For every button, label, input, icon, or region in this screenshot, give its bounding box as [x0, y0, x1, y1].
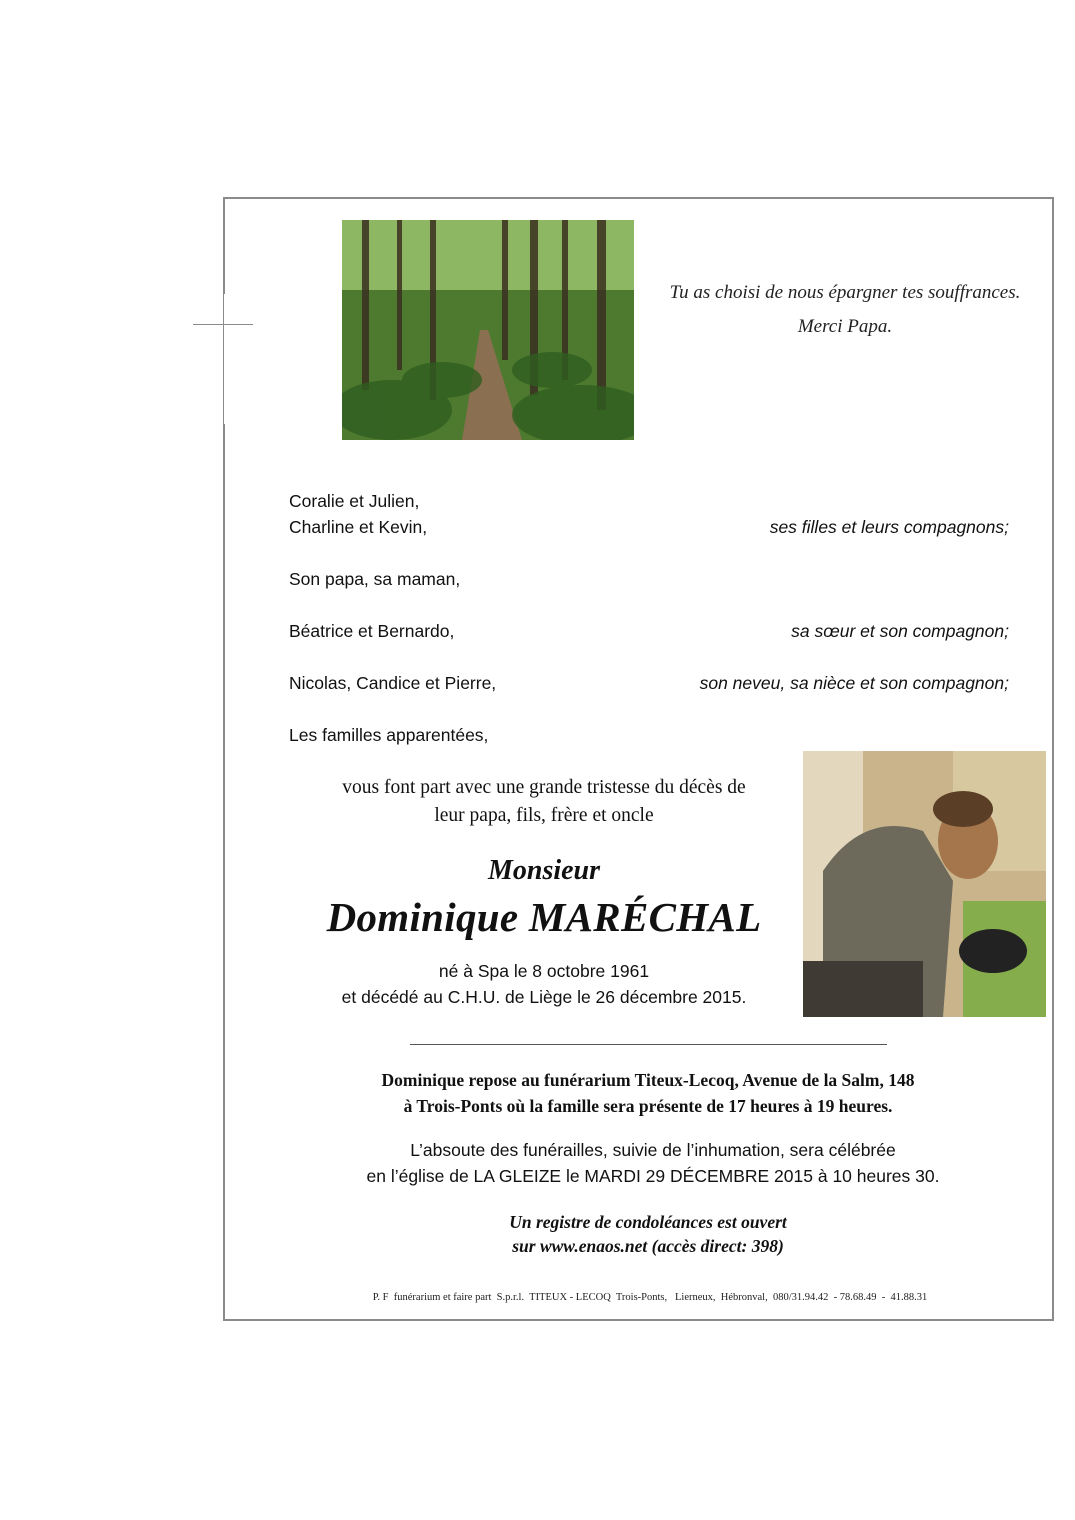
- family-relation: son neveu, sa nièce et son compagnon;: [699, 673, 1009, 693]
- funeral-line-1: L’absoute des funérailles, suivie de l’inhumation, sera célébrée: [410, 1140, 896, 1160]
- registry-line-2: sur www.enaos.net (accès direct: 398): [512, 1236, 784, 1256]
- birth-line: né à Spa le 8 octobre 1961: [438, 961, 650, 981]
- quote-line-1: Tu as choisi de nous épargner tes souffrances.: [669, 282, 1021, 303]
- deceased-title: Monsieur: [487, 855, 601, 886]
- registry-line-1: Un registre de condoléances est ouvert: [509, 1212, 787, 1232]
- announcement-line-1: vous font part avec une grande tristesse du décès de: [342, 777, 746, 798]
- funeral-info: [260, 1137, 1046, 1189]
- family-relation: sa sœur et son compagnon;: [791, 621, 1009, 641]
- family-row: [289, 673, 1009, 694]
- announcement-line-2: leur papa, fils, frère et oncle: [434, 805, 654, 826]
- registry-info: [260, 1210, 1036, 1258]
- man-with-dog-photo: [803, 751, 1046, 1017]
- family-row: [289, 517, 1009, 538]
- family-relation: ses filles et leurs compagnons;: [769, 517, 1009, 537]
- death-line: et décédé au C.H.U. de Liège le 26 décembre 2015.: [341, 987, 747, 1007]
- family-names: Son papa, sa maman,: [289, 569, 461, 589]
- footer-text: P. F funérarium et faire part S.p.r.l. TITEUX - LECOQ Trois-Ponts, Lierneux, Hébronval, 080/31.94.42 - 78.68.49 - 41.88.31: [372, 1292, 928, 1303]
- family-names: Charline et Kevin,: [289, 517, 428, 537]
- repose-line-1: Dominique repose au funérarium Titeux-Lecoq, Avenue de la Salm, 148: [381, 1070, 915, 1090]
- announcement: [300, 774, 788, 830]
- family-row: [289, 621, 1009, 642]
- separator-line: [410, 1044, 887, 1045]
- cross-horizontal: [193, 324, 253, 325]
- repose-info: [260, 1067, 1036, 1119]
- family-names: Béatrice et Bernardo,: [289, 621, 455, 641]
- forest-path-photo: [342, 220, 634, 440]
- deceased-name: Dominique MARÉCHAL: [326, 894, 762, 940]
- quote-line-2: Merci Papa.: [797, 316, 893, 337]
- repose-line-2: à Trois-Ponts où la famille sera présente de 17 heures à 19 heures.: [403, 1096, 893, 1116]
- family-row: [289, 491, 1009, 512]
- family-row: [289, 725, 1009, 746]
- family-names: Coralie et Julien,: [289, 491, 420, 511]
- family-names: Les familles apparentées,: [289, 725, 489, 745]
- funeral-line-2: en l’église de LA GLEIZE le MARDI 29 DÉCEMBRE 2015 à 10 heures 30.: [366, 1166, 940, 1186]
- cross-vertical: [223, 294, 224, 424]
- family-row: [289, 569, 1009, 590]
- family-names: Nicolas, Candice et Pierre,: [289, 673, 497, 693]
